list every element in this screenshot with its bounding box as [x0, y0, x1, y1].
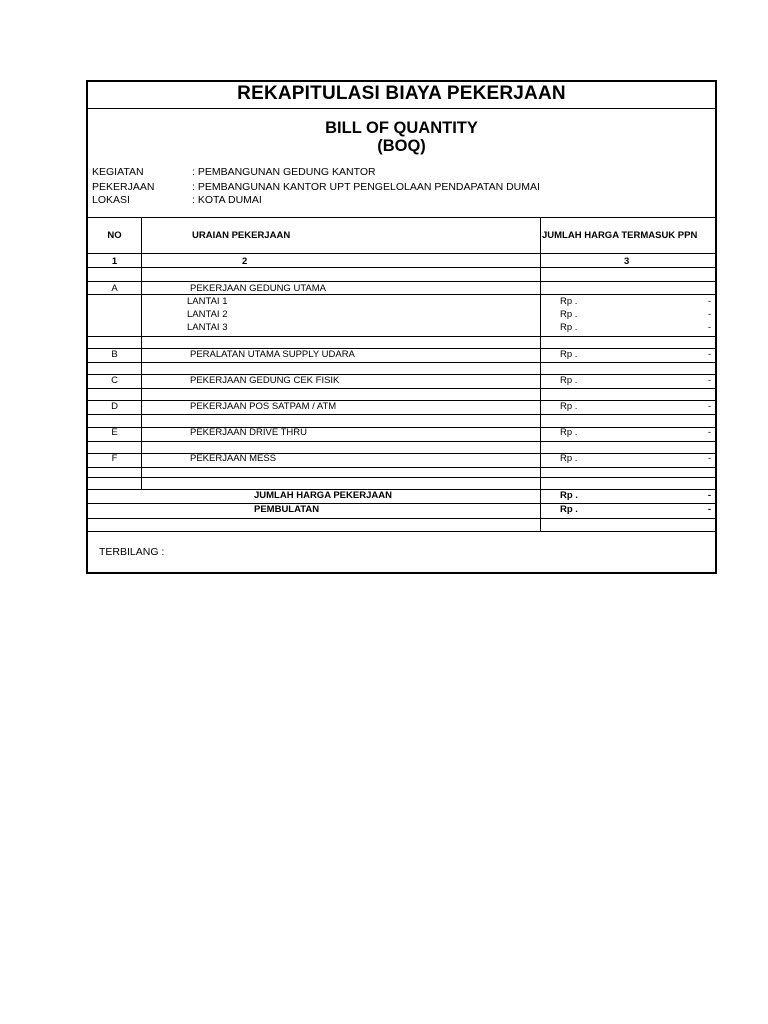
row-lantai3-value: -	[707, 322, 711, 333]
row-lantai2-value: -	[707, 309, 711, 320]
row-e-desc: PEKERJAAN DRIVE THRU	[190, 427, 308, 438]
row-b-no: B	[111, 349, 118, 360]
info-value-pekerjaan: : PEMBANGUNAN KANTOR UPT PENGELOLAAN PENDAPATAN DUMAI	[192, 181, 540, 193]
row-e-rp: Rp .	[560, 427, 578, 438]
subtitle-line-2: (BOQ)	[377, 137, 426, 155]
row-lantai1-rp: Rp .	[560, 296, 578, 307]
page-title: REKAPITULASI BIAYA PEKERJAAN	[237, 83, 566, 104]
pembulatan-value: -	[707, 504, 711, 515]
info-value-lokasi: : KOTA DUMAI	[192, 194, 262, 206]
row-c-value: -	[707, 375, 711, 386]
row-lantai1-value: -	[707, 296, 711, 307]
boq-sheet	[86, 80, 717, 574]
col-number-2: 2	[242, 256, 248, 267]
row-f-rp: Rp .	[560, 453, 578, 464]
title-divider	[88, 108, 715, 109]
terbilang-label: TERBILANG :	[99, 546, 165, 558]
row-b-value: -	[707, 349, 711, 360]
info-label-kegiatan: KEGIATAN	[92, 166, 144, 178]
row-f-desc: PEKERJAAN MESS	[190, 453, 277, 464]
row-f-no: F	[111, 453, 118, 464]
header-no: NO	[107, 230, 122, 241]
col-number-1: 1	[111, 256, 118, 267]
pembulatan-label: PEMBULATAN	[254, 504, 320, 515]
row-e-no: E	[111, 427, 118, 438]
row-b-rp: Rp .	[560, 349, 578, 360]
header-jumlah: JUMLAH HARGA TERMASUK PPN	[542, 230, 698, 241]
row-c-no: C	[111, 375, 118, 386]
row-d-no: D	[111, 401, 118, 412]
info-label-pekerjaan: PEKERJAAN	[92, 181, 155, 193]
row-f-value: -	[707, 453, 711, 464]
col-number-3: 3	[624, 256, 630, 267]
row-d-desc: PEKERJAAN POS SATPAM / ATM	[190, 401, 337, 412]
row-lantai1-desc: LANTAI 1	[187, 296, 228, 307]
row-a-no: A	[111, 283, 118, 294]
row-b-desc: PERALATAN UTAMA SUPPLY UDARA	[190, 349, 355, 360]
subtitle-line-1: BILL OF QUANTITY	[325, 119, 478, 137]
row-lantai2-rp: Rp .	[560, 309, 578, 320]
row-a-desc: PEKERJAAN GEDUNG UTAMA	[190, 283, 327, 294]
row-lantai3-desc: LANTAI 3	[187, 322, 228, 333]
info-label-lokasi: LOKASI	[92, 194, 130, 206]
total-value: -	[707, 490, 711, 501]
row-d-rp: Rp .	[560, 401, 578, 412]
row-c-rp: Rp .	[560, 375, 578, 386]
row-d-value: -	[707, 401, 711, 412]
total-rp: Rp .	[560, 490, 578, 501]
row-lantai3-rp: Rp .	[560, 322, 578, 333]
row-lantai2-desc: LANTAI 2	[187, 309, 228, 320]
row-e-value: -	[707, 427, 711, 438]
info-value-kegiatan: : PEMBANGUNAN GEDUNG KANTOR	[192, 166, 376, 178]
total-label: JUMLAH HARGA PEKERJAAN	[254, 490, 392, 501]
row-c-desc: PEKERJAAN GEDUNG CEK FISIK	[190, 375, 340, 386]
header-uraian: URAIAN PEKERJAAN	[192, 230, 291, 241]
pembulatan-rp: Rp .	[560, 504, 578, 515]
